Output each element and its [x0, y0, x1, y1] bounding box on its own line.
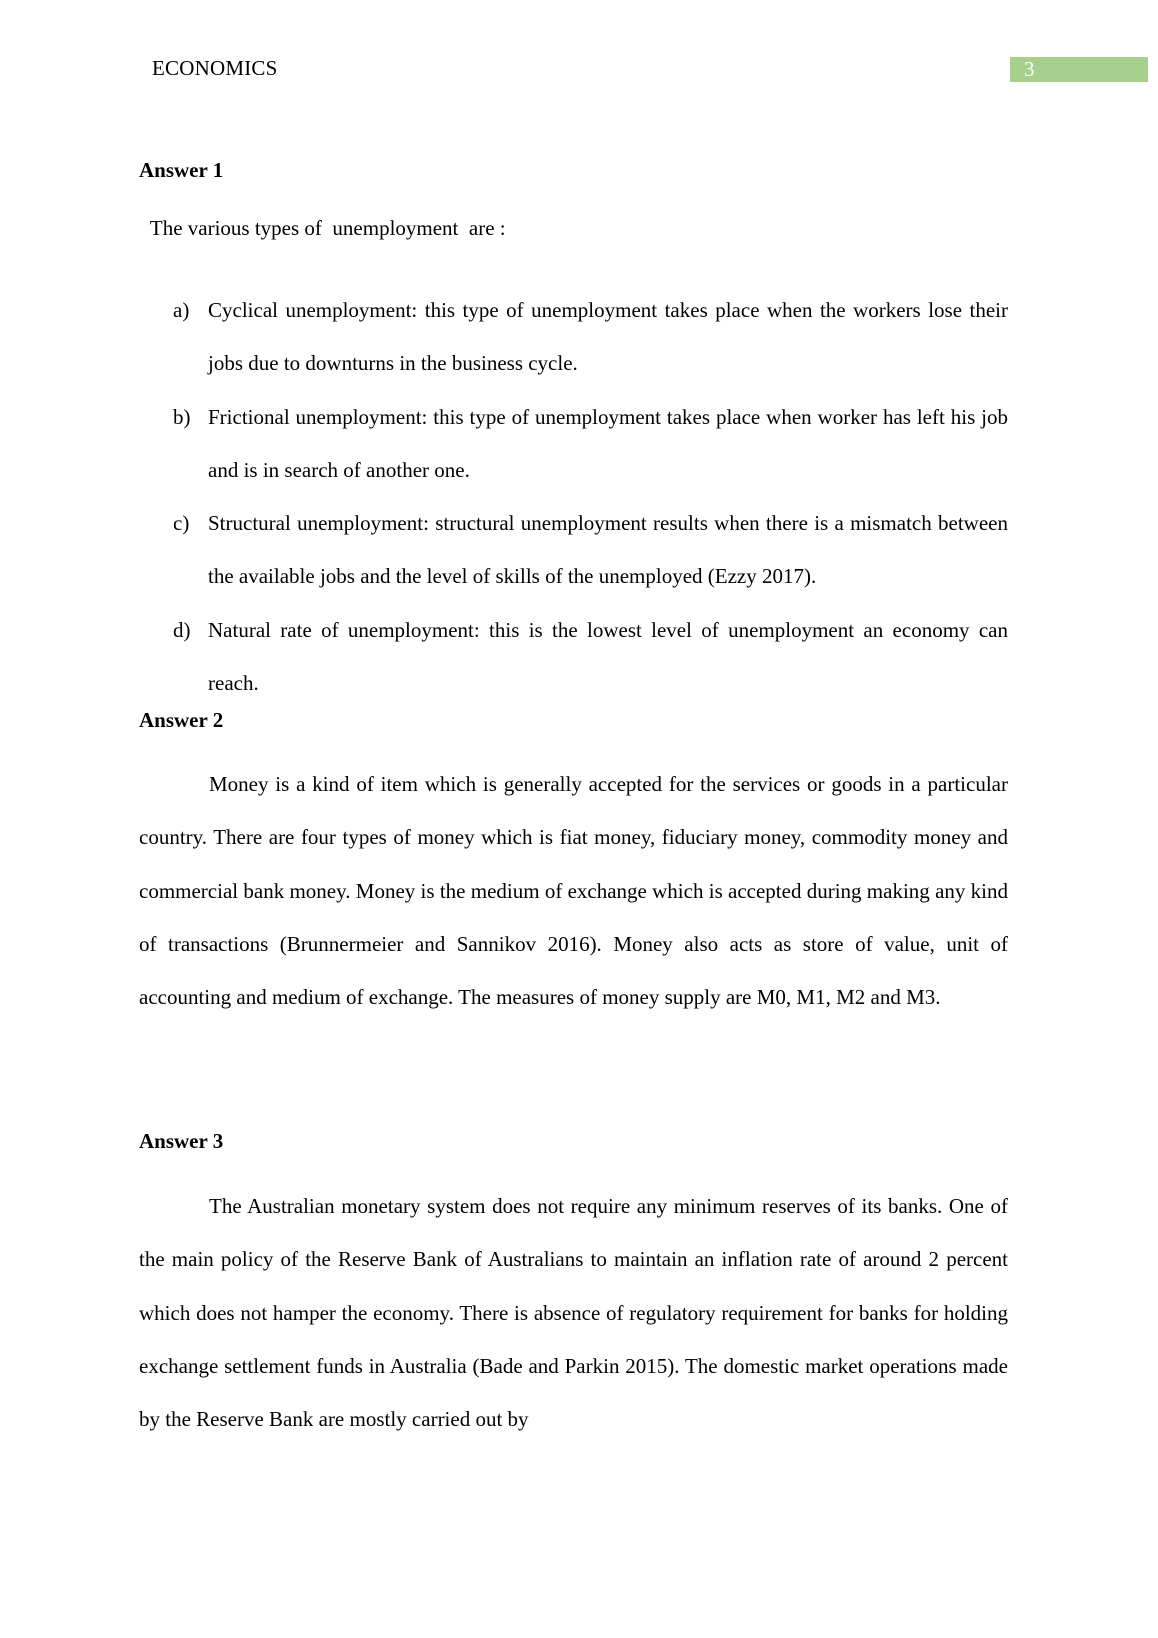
list-marker: c): [173, 511, 190, 536]
answer-2-paragraph: Money is a kind of item which is generally accepted for the services or goods in a particular country. There are four types of money which is fiat money, fiduciary money, commodity money and commercial bank money. Money is the medium of exchange which is accepted during making any kind of transactions (Brunnermeier and Sannikov 2016). Money also acts as store of value, unit of accounting and medium of exchange. The measures of money supply are M0, M1, M2 and M3.: [139, 772, 1008, 1010]
answer-2-heading: Answer 2: [139, 708, 224, 732]
list-item: [173, 391, 1008, 498]
list-item: [173, 604, 1008, 711]
list-item-text: Structural unemployment: structural unemployment results when there is a mismatch between the available jobs and the level of skills of the unemployed (Ezzy 2017).: [208, 511, 1008, 589]
page-number-bar: [1010, 57, 1148, 82]
answer-3-heading: Answer 3: [139, 1129, 224, 1153]
list-marker: a): [173, 298, 190, 322]
list-item: [173, 497, 1008, 604]
unemployment-types-list: [173, 284, 1008, 710]
list-item-text: Cyclical unemployment: this type of unemployment takes place when the workers lose their jobs due to downturns in the business cycle.: [208, 298, 1008, 376]
header-title: ECONOMICS: [152, 56, 278, 80]
list-item-text: Frictional unemployment: this type of unemployment takes place when worker has left his job and is in search of another one.: [208, 404, 1008, 482]
answer-3-paragraph: The Australian monetary system does not require any minimum reserves of its banks. One of the main policy of the Reserve Bank of Australians to maintain an inflation rate of around 2 percent which does not hamper the economy. There is absence of regulatory requirement for banks for holding exchange settlement funds in Australia (Bade and Parkin 2015). The domestic market operations made by the Reserve Bank are mostly carried out by: [139, 1194, 1008, 1432]
page-number: 3: [1024, 57, 1035, 81]
list-marker: d): [173, 617, 191, 642]
list-item-text: Natural rate of unemployment: this is the lowest level of unemployment an economy can reach.: [208, 617, 1008, 696]
list-item: [173, 284, 1008, 391]
list-marker: b): [173, 404, 191, 429]
answer-1-heading: Answer 1: [139, 158, 224, 182]
answer-1-intro: The various types of unemployment are :: [145, 216, 506, 240]
